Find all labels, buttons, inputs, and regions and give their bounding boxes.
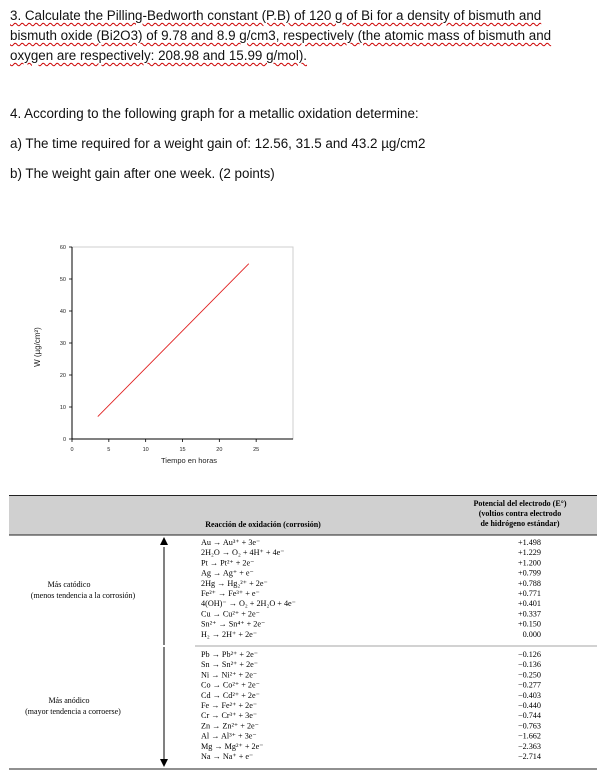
potential-cell: +1.200 <box>517 558 541 568</box>
x-tick-label: 5 <box>107 447 111 453</box>
question-4 <box>10 104 595 184</box>
q3-line-2: bismuth oxide (Bi2O3) of 9.78 and 8.9 g/cm3, respectively (the atomic mass of bismuth and <box>10 28 552 43</box>
reaction-cell: Sn → Sn²⁺ + 2e⁻ <box>201 660 259 670</box>
potential-cell: +0.771 <box>517 589 541 598</box>
potential-cell: +1.498 <box>517 538 541 547</box>
reaction-cell: Ni → Ni²⁺ + 2e⁻ <box>201 670 258 680</box>
x-tick-label: 15 <box>179 447 186 453</box>
x-ticks <box>70 439 259 453</box>
y-tick-label: 40 <box>59 309 66 316</box>
label-cathodic-title: Más catódico <box>47 580 91 589</box>
potential-cell: +0.799 <box>517 568 541 578</box>
reaction-cell: Al → Al³⁺ + 3e⁻ <box>201 731 257 741</box>
q4-part-b: b) The weight gain after one week. (2 points) <box>10 166 275 181</box>
potential-cell: +0.150 <box>517 619 541 629</box>
reaction-cell: Sn²⁺ → Sn⁴⁺ + 2e⁻ <box>201 619 266 629</box>
potential-cell: −0.250 <box>517 670 541 680</box>
arrow-cathodic-head <box>160 537 168 545</box>
q4-part-a: a) The time required for a weight gain of: 12.56, 31.5 and 43.2 µg/cm2 <box>10 136 426 151</box>
reaction-cell: Pt → Pt²⁺ + 2e⁻ <box>201 558 255 568</box>
weight-gain-chart <box>0 232 320 472</box>
potential-cell: −0.440 <box>517 701 541 710</box>
q4-title: 4. According to the following graph for a metallic oxidation determine: <box>10 106 419 121</box>
q3-line-3: oxygen are respectively: 208.98 and 15.99 g/mol). <box>10 48 308 63</box>
potential-cell: −0.744 <box>517 711 541 721</box>
x-tick-label: 0 <box>70 447 74 453</box>
reaction-cell: Cd → Cd²⁺ + 2e⁻ <box>201 690 260 700</box>
table-rows <box>201 538 541 761</box>
potential-cell: −0.763 <box>517 721 541 731</box>
potential-cell: −0.136 <box>517 660 541 670</box>
reaction-cell: Pb → Pb²⁺ + 2e⁻ <box>201 650 259 659</box>
potential-cell: +0.788 <box>517 578 541 588</box>
label-anodic-title: Más anódico <box>48 696 90 705</box>
header-potential-line-3: de hidrógeno estándar) <box>480 519 560 528</box>
y-tick-label: 10 <box>59 405 66 412</box>
reaction-cell: Fe → Fe²⁺ + 2e⁻ <box>201 701 258 710</box>
x-tick-label: 10 <box>142 447 149 453</box>
potential-cell: +1.229 <box>517 548 541 558</box>
y-tick-label: 30 <box>59 341 66 348</box>
potential-cell: −0.277 <box>517 680 541 690</box>
potential-cell: +0.337 <box>517 609 541 619</box>
potential-cell: −2.363 <box>517 741 541 751</box>
reaction-cell: Zn → Zn²⁺ + 2e⁻ <box>201 721 260 731</box>
potential-cell: −1.662 <box>517 731 541 741</box>
reaction-cell: 4(OH)⁻ → O₂ + 2H₂O + 4e⁻ <box>201 599 296 609</box>
y-tick-label: 20 <box>59 373 66 380</box>
arrow-anodic-head <box>160 759 168 767</box>
reaction-cell: H₂ → 2H⁺ + 2e⁻ <box>201 629 258 639</box>
y-tick-label: 0 <box>62 437 66 444</box>
reaction-cell: Cu → Cu²⁺ + 2e⁻ <box>201 609 260 619</box>
reaction-cell: Ag → Ag⁺ + e⁻ <box>201 568 254 578</box>
reaction-cell: Cr → Cr³⁺ + 3e⁻ <box>201 711 258 721</box>
question-3 <box>10 6 595 66</box>
y-tick-label: 50 <box>59 277 66 284</box>
q3-line-1: 3. Calculate the Pilling-Bedworth constant (P.B) of 120 g of Bi for a density of bismuth and <box>10 8 542 23</box>
header-potential-line-2: (voltios contra electrodo <box>478 509 562 518</box>
plot-area <box>72 247 293 439</box>
potential-cell: −2.714 <box>517 752 541 761</box>
reaction-cell: 2Hg → Hg₂²⁺ + 2e⁻ <box>201 578 268 588</box>
reaction-cell: 2H₂O → O₂ + 4H⁺ + 4e⁻ <box>201 548 285 558</box>
y-tick-label: 60 <box>59 245 66 252</box>
x-tick-label: 25 <box>253 447 260 453</box>
potential-cell: −0.403 <box>517 690 541 700</box>
y-axis-label: W (µg/cm²) <box>33 327 42 367</box>
x-axis-label: Tiempo en horas <box>160 456 218 465</box>
label-cathodic-sub: (menos tendencia a la corrosión) <box>30 591 136 600</box>
header-potential-line-1: Potencial del electrodo (E°) <box>473 499 567 508</box>
reaction-cell: Co → Co²⁺ + 2e⁻ <box>201 680 260 690</box>
reaction-cell: Mg → Mg²⁺ + 2e⁻ <box>201 741 264 751</box>
potential-cell: 0.000 <box>522 629 541 639</box>
reaction-cell: Au → Au³⁺ + 3e⁻ <box>201 538 261 547</box>
label-anodic-sub: (mayor tendencia a corroerse) <box>25 707 121 716</box>
potential-cell: −0.126 <box>517 650 541 659</box>
reaction-cell: Na → Na⁺ + e⁻ <box>201 752 254 761</box>
reaction-cell: Fe²⁺ → Fe³⁺ + e⁻ <box>201 589 260 598</box>
oxidation-potential-table <box>9 495 597 770</box>
header-reaction: Reacción de oxidación (corrosión) <box>205 520 321 529</box>
y-ticks <box>60 245 72 443</box>
x-tick-label: 20 <box>216 447 223 453</box>
potential-cell: +0.401 <box>517 599 541 609</box>
